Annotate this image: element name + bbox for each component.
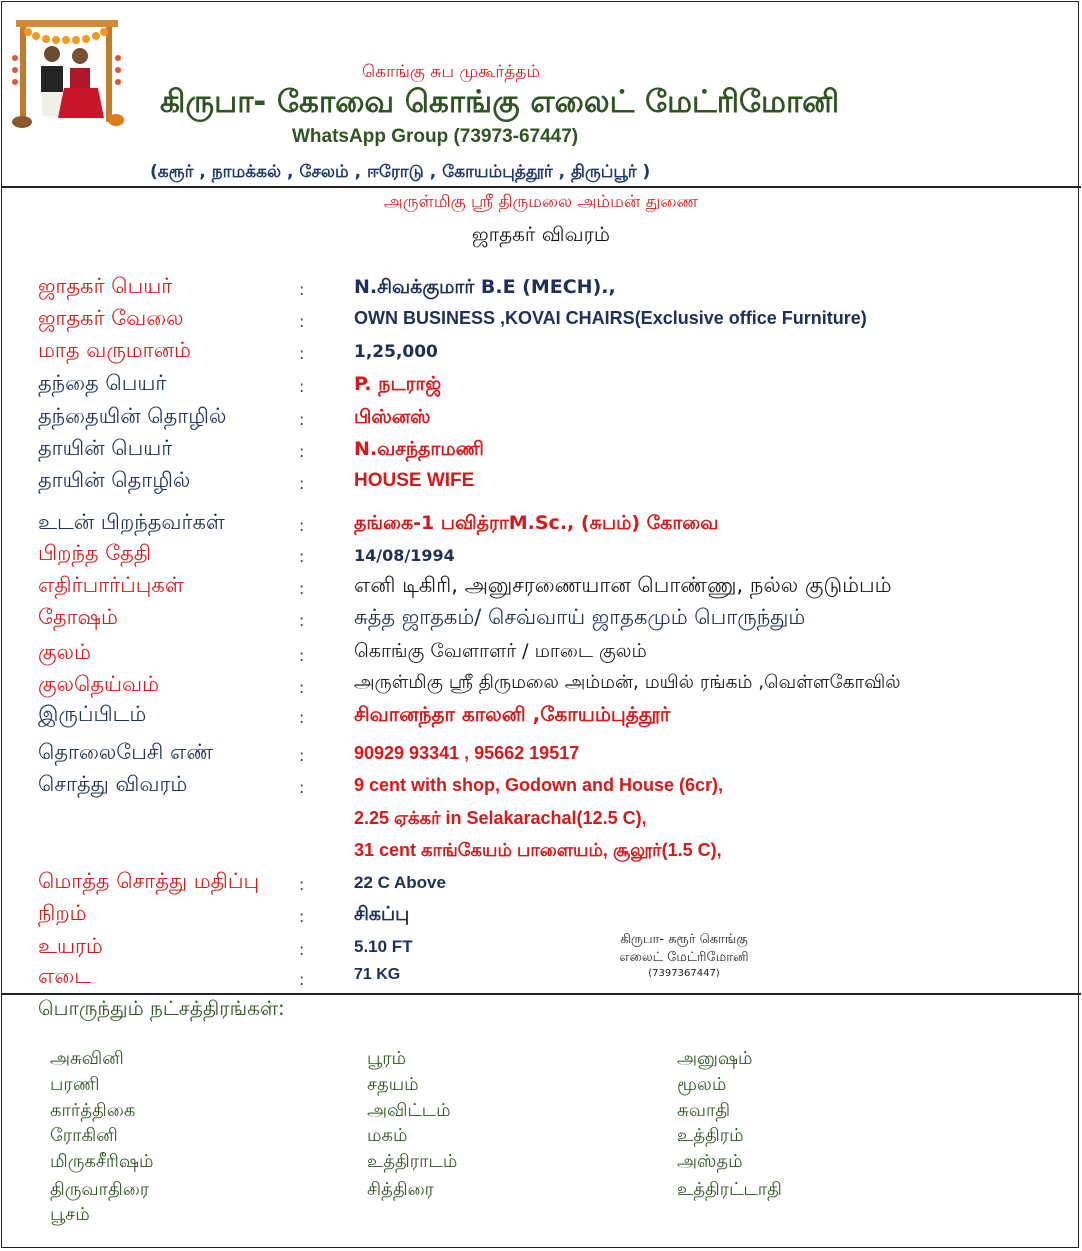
detail-value: 9 cent with shop, Godown and House (6cr), xyxy=(354,775,724,795)
detail-row-father-job xyxy=(0,404,1082,436)
detail-value: சிகப்பு xyxy=(354,903,410,925)
star-item: அனுஷம் xyxy=(677,1048,753,1069)
detail-label: ஜாதகர் வேலை xyxy=(38,306,184,330)
detail-row-height xyxy=(0,934,1082,966)
detail-row-kuladeivam xyxy=(0,672,1082,704)
detail-colon: : xyxy=(299,875,305,894)
detail-label: குலம் xyxy=(38,640,91,664)
detail-label: எதிர்பார்ப்புகள் xyxy=(38,573,184,597)
star-item: மகம் xyxy=(367,1125,408,1146)
detail-label: மொத்த சொத்து மதிப்பு xyxy=(38,869,260,893)
detail-value: சுத்த ஜாதகம்/ செவ்வாய் ஜாதகமும் பொருந்தும் xyxy=(354,605,806,629)
detail-label: மாத வருமானம் xyxy=(38,338,191,362)
detail-label: உயரம் xyxy=(38,934,103,958)
detail-value: தங்கை-1 பவித்ராM.Sc., (சுபம்) கோவை xyxy=(354,512,719,534)
detail-colon: : xyxy=(299,547,305,566)
stars-divider xyxy=(1,993,1081,995)
star-item: அஸ்தம் xyxy=(677,1151,743,1172)
star-item: திருவாதிரை xyxy=(50,1179,150,1200)
detail-label: உடன் பிறந்தவர்கள் xyxy=(38,510,225,534)
detail-row-name xyxy=(0,274,1082,306)
detail-value: சிவானந்தா காலனி ,கோயம்புத்தூர் xyxy=(354,702,671,726)
detail-row-kulam xyxy=(0,640,1082,672)
detail-row-mother-name xyxy=(0,436,1082,468)
asset-line-2: 2.25 ஏக்கர் in Selakarachal(12.5 C), xyxy=(354,808,647,828)
star-item: மூலம் xyxy=(677,1074,727,1095)
detail-row-income xyxy=(0,338,1082,370)
detail-label: குலதெய்வம் xyxy=(38,672,159,696)
detail-value: 90929 93341 , 95662 19517 xyxy=(354,743,580,763)
detail-value: HOUSE WIFE xyxy=(354,470,475,491)
detail-label: தொலைபேசி எண் xyxy=(38,740,214,764)
star-item: சித்திரை xyxy=(367,1179,434,1200)
detail-colon: : xyxy=(299,907,305,926)
star-item: அசுவினி xyxy=(50,1048,124,1069)
detail-value: 5.10 FT xyxy=(354,937,413,956)
detail-row-residence xyxy=(0,702,1082,734)
detail-label: தந்தையின் தொழில் xyxy=(38,404,227,428)
stamp-line-3: (7397367447) xyxy=(648,968,720,979)
detail-value: N.சிவக்குமார் B.E (MECH)., xyxy=(354,276,616,298)
detail-row-mother-job xyxy=(0,468,1082,500)
detail-colon: : xyxy=(299,344,305,363)
matrimony-stamp xyxy=(584,932,784,979)
detail-label: பிறந்த தேதி xyxy=(38,541,152,565)
detail-value: 14/08/1994 xyxy=(354,546,455,565)
stamp-line-1: கிருபா- கரூர் கொங்கு xyxy=(620,932,748,947)
detail-colon: : xyxy=(299,312,305,331)
detail-colon: : xyxy=(299,970,305,989)
detail-colon: : xyxy=(299,646,305,665)
detail-label: தோஷம் xyxy=(38,605,118,629)
star-item: ரோகினி xyxy=(50,1125,118,1146)
detail-label: தாயின் தொழில் xyxy=(38,468,191,492)
star-item: உத்திரட்டாதி xyxy=(677,1179,782,1200)
detail-row-dosham xyxy=(0,605,1082,637)
detail-colon: : xyxy=(299,579,305,598)
detail-row-siblings xyxy=(0,510,1082,542)
detail-label: சொத்து விவரம் xyxy=(38,772,188,796)
detail-colon: : xyxy=(299,377,305,396)
detail-colon: : xyxy=(299,611,305,630)
detail-value: கொங்கு வேளாளர் / மாடை குலம் xyxy=(354,640,647,662)
detail-value: P. நடராஜ் xyxy=(354,373,442,395)
detail-value: பிஸ்னஸ் xyxy=(354,406,431,428)
star-item: அவிட்டம் xyxy=(367,1100,451,1121)
matrimony-title: கிருபா- கோவை கொங்கு எலைட் மேட்ரிமோனி xyxy=(160,84,840,120)
detail-row-complexion xyxy=(0,901,1082,933)
matching-stars-heading: பொருந்தும் நட்சத்திரங்கள்: xyxy=(38,996,285,1020)
star-item: சுவாதி xyxy=(677,1100,731,1121)
header-divider xyxy=(1,186,1081,188)
detail-row-weight xyxy=(0,964,1082,996)
detail-value: 71 KG xyxy=(354,966,401,983)
detail-colon: : xyxy=(299,940,305,959)
detail-row-father-name xyxy=(0,371,1082,403)
detail-label: எடை xyxy=(38,964,91,988)
star-item: மிருகசீரிஷம் xyxy=(50,1151,154,1172)
detail-label: நிறம் xyxy=(38,901,87,925)
detail-colon: : xyxy=(299,778,305,797)
star-item: பூசம் xyxy=(50,1204,90,1225)
detail-colon: : xyxy=(299,280,305,299)
detail-row-phone xyxy=(0,740,1082,772)
detail-value: 22 C Above xyxy=(354,873,446,892)
districts-list: (கரூர் , நாமக்கல் , சேலம் , ஈரோடு , கோயம்புத்தூர் , திருப்பூர் ) xyxy=(150,162,651,182)
stamp-line-2: எலைட் மேட்ரிமோனி xyxy=(619,950,749,965)
detail-colon: : xyxy=(299,516,305,535)
detail-colon: : xyxy=(299,442,305,461)
detail-value: N.வசந்தாமணி xyxy=(354,438,484,460)
detail-label: தந்தை பெயர் xyxy=(38,371,167,395)
star-item: பூரம் xyxy=(367,1048,407,1069)
star-item: பரணி xyxy=(50,1074,100,1095)
detail-label: தாயின் பெயர் xyxy=(38,436,173,460)
detail-colon: : xyxy=(299,410,305,429)
star-item: உத்திராடம் xyxy=(367,1151,458,1172)
detail-row-total-assets xyxy=(0,869,1082,901)
detail-value: 1,25,000 xyxy=(354,342,438,362)
star-item: உத்திரம் xyxy=(677,1125,744,1146)
detail-colon: : xyxy=(299,474,305,493)
detail-value: அருள்மிகு ஸ்ரீ திருமலை அம்மன், மயில் ரங்கம் ,வெள்ளகோவில் xyxy=(354,672,901,693)
detail-row-assets xyxy=(0,772,1082,804)
document-title: ஜாதகர் விவரம் xyxy=(471,222,611,246)
header-subtitle: கொங்கு சுப முகூர்த்தம் xyxy=(362,62,541,82)
detail-row-dob xyxy=(0,541,1082,573)
couple-swing-logo xyxy=(6,18,128,130)
detail-colon: : xyxy=(299,708,305,727)
detail-colon: : xyxy=(299,746,305,765)
detail-value: OWN BUSINESS ,KOVAI CHAIRS(Exclusive office Furniture) xyxy=(354,308,867,328)
detail-row-expectations xyxy=(0,573,1082,605)
detail-value: எனி டிகிரி, அனுசரணையான பொண்ணு, நல்ல குடும்பம் xyxy=(354,573,892,597)
star-item: சதயம் xyxy=(367,1074,419,1095)
whatsapp-group: WhatsApp Group (73973-67447) xyxy=(292,126,579,147)
detail-row-job xyxy=(0,306,1082,338)
detail-label: இருப்பிடம் xyxy=(38,702,147,726)
blessing-line: அருள்மிகு ஸ்ரீ திருமலை அம்மன் துணை xyxy=(383,192,699,212)
asset-line-3: 31 cent காங்கேயம் பாளையம், சூலூர்(1.5 C), xyxy=(354,840,722,860)
detail-label: ஜாதகர் பெயர் xyxy=(38,274,173,298)
detail-colon: : xyxy=(299,678,305,697)
star-item: கார்த்திகை xyxy=(50,1100,136,1121)
